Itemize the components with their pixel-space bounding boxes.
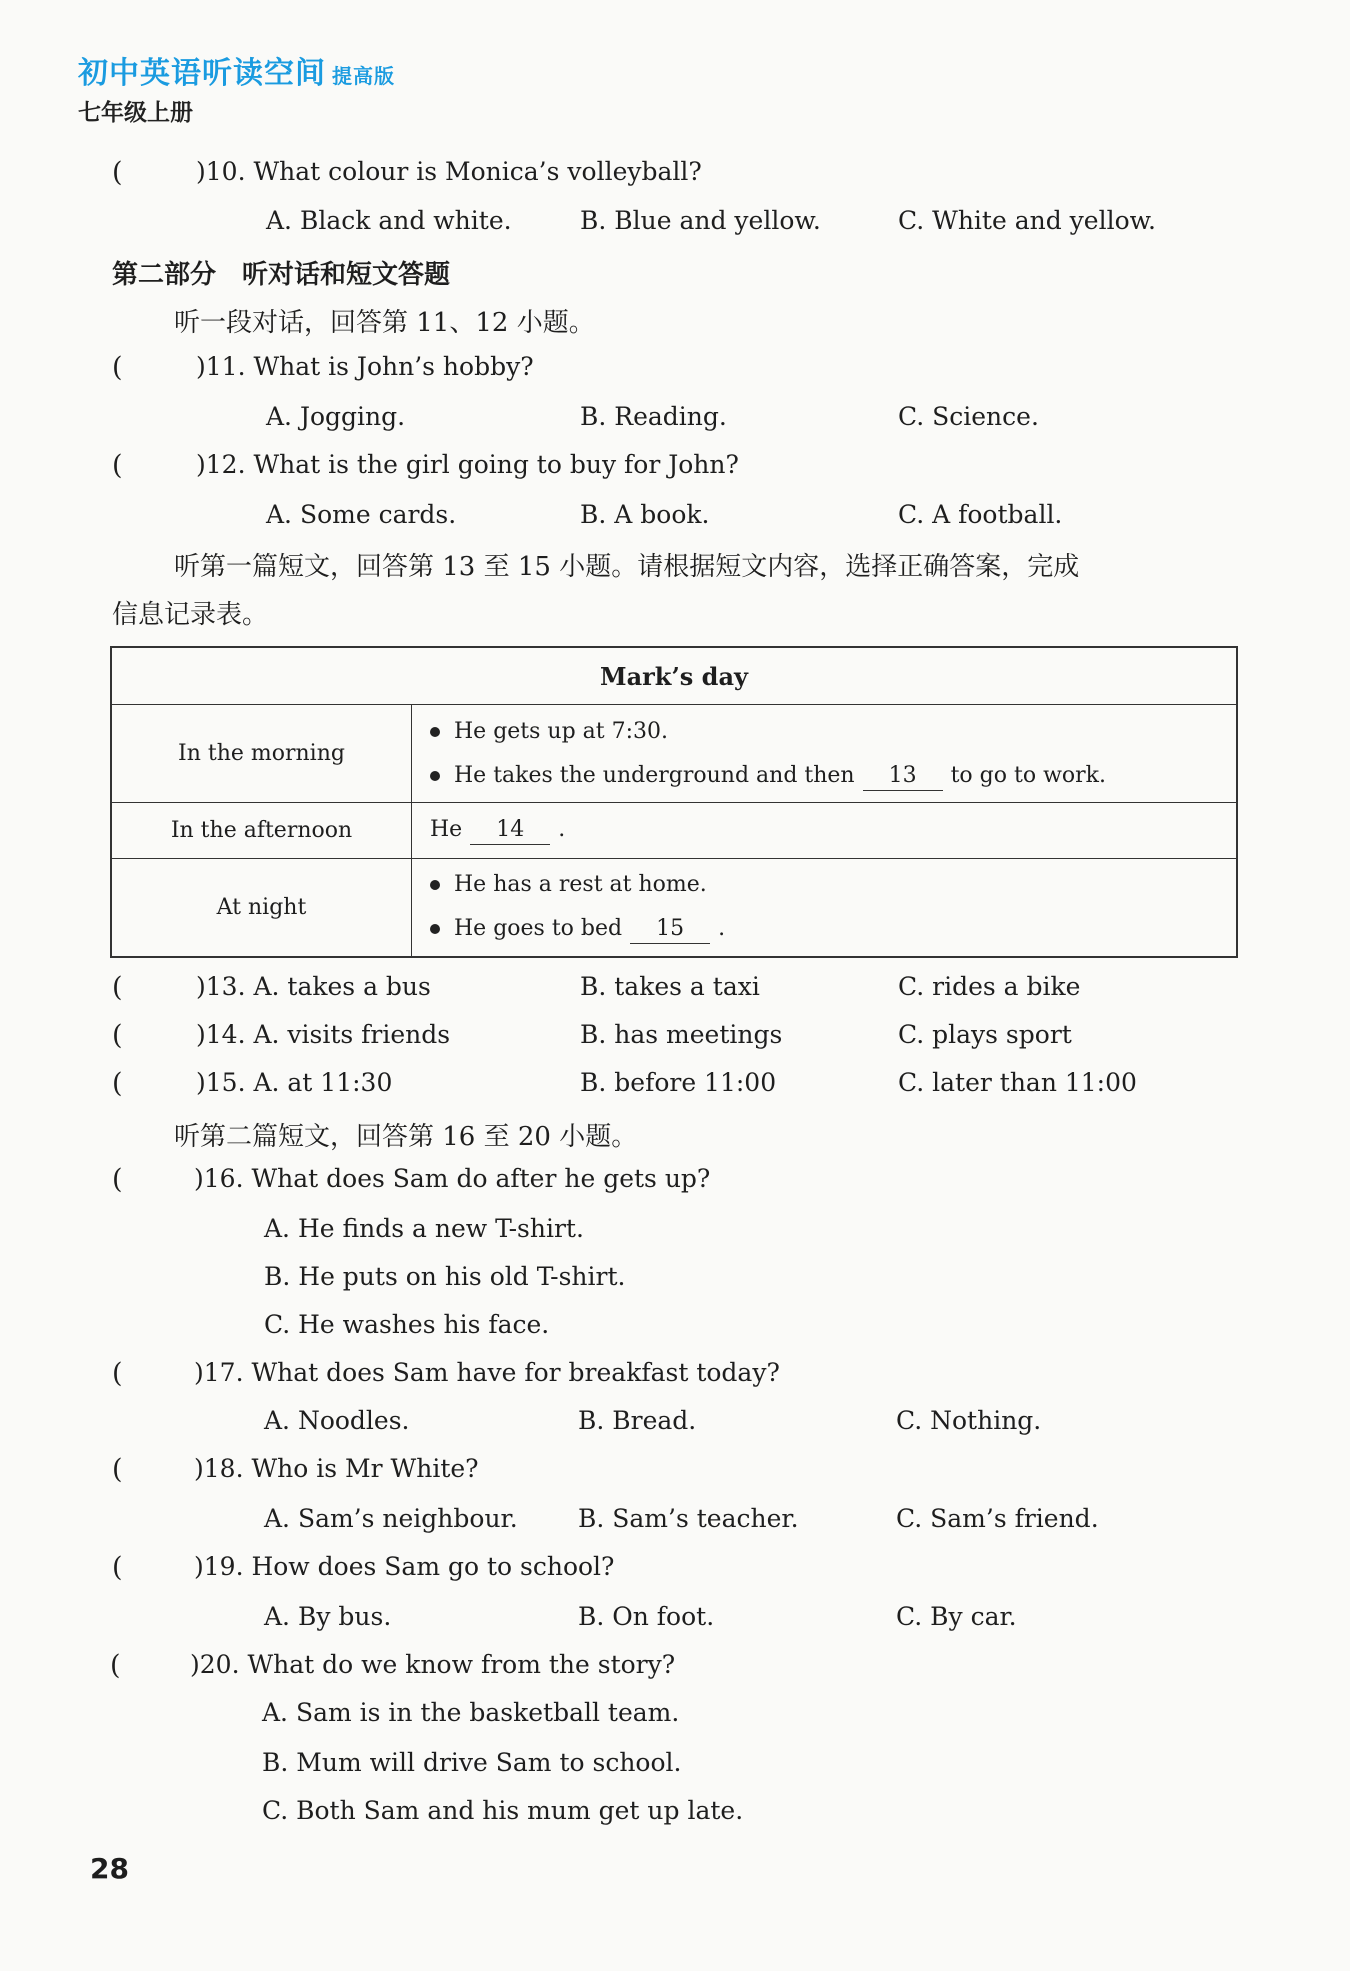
- table-row-label-night: At night: [111, 859, 412, 957]
- question-15-option-b: B. before 11:00: [580, 1068, 777, 1097]
- question-18-option-a: A. Sam’s neighbour.: [264, 1504, 518, 1533]
- question-12-option-a: A. Some cards.: [266, 500, 457, 529]
- question-19-option-b: B. On foot.: [578, 1602, 715, 1631]
- table-row-content-afternoon: [412, 803, 1238, 859]
- question-18-option-c: C. Sam’s friend.: [896, 1504, 1099, 1533]
- answer-bracket-11[interactable]: (: [112, 352, 123, 383]
- section-title-part2: 第二部分 听对话和短文答题: [112, 260, 451, 290]
- question-14-option-c: C. plays sport: [898, 1020, 1072, 1049]
- table-bullet-line: [430, 754, 1235, 798]
- answer-bracket-18[interactable]: (: [112, 1454, 123, 1485]
- bullet-dot: [430, 727, 440, 737]
- instruction-16-20: 听第二篇短文，回答第 16 至 20 小题。: [174, 1122, 638, 1152]
- question-16-option-a: A. He finds a new T-shirt.: [264, 1214, 584, 1243]
- question-18-stem: )18. Who is Mr White?: [194, 1454, 479, 1483]
- bullet-dot: [430, 771, 440, 781]
- blank-15[interactable]: 15: [630, 915, 710, 944]
- question-13-option-b: B. takes a taxi: [580, 972, 760, 1001]
- table-title: Mark’s day: [111, 647, 1237, 705]
- info-record-table: [110, 646, 1238, 958]
- table-bullet-line: [430, 907, 1235, 951]
- night-line2-post: .: [718, 916, 726, 942]
- question-20-option-b: B. Mum will drive Sam to school.: [262, 1748, 682, 1777]
- question-19-option-a: A. By bus.: [264, 1602, 392, 1631]
- table-row-label-afternoon: In the afternoon: [111, 803, 412, 859]
- morning-line1: He gets up at 7:30.: [454, 718, 669, 744]
- answer-bracket-10[interactable]: (: [112, 157, 123, 188]
- question-13-option-c: C. rides a bike: [898, 972, 1081, 1001]
- bullet-dot: [430, 880, 440, 890]
- morning-line2-pre: He takes the underground and then: [454, 762, 855, 788]
- answer-bracket-12[interactable]: (: [112, 450, 123, 481]
- question-16-option-c: C. He washes his face.: [264, 1310, 550, 1339]
- answer-bracket-15[interactable]: (: [112, 1068, 123, 1099]
- question-16-stem: )16. What does Sam do after he gets up?: [194, 1164, 711, 1193]
- bullet-dot: [430, 924, 440, 934]
- table-bullet-line: [430, 710, 1235, 754]
- night-line2-pre: He goes to bed: [454, 916, 623, 942]
- question-14-option-a: )14. A. visits friends: [196, 1020, 451, 1049]
- table-row-content-morning: [412, 705, 1238, 803]
- instruction-13-15-line2: 信息记录表。: [112, 600, 269, 630]
- afternoon-line-post: .: [558, 817, 566, 842]
- question-14-option-b: B. has meetings: [580, 1020, 783, 1049]
- answer-bracket-13[interactable]: (: [112, 972, 123, 1003]
- answer-bracket-20[interactable]: (: [110, 1650, 121, 1681]
- instruction-13-15-line1: 听第一篇短文，回答第 13 至 15 小题。请根据短文内容，选择正确答案，完成: [174, 552, 1080, 582]
- question-17-option-a: A. Noodles.: [264, 1406, 410, 1435]
- table-bullet-line: [430, 863, 1235, 907]
- question-10-option-a: A. Black and white.: [266, 206, 512, 235]
- question-11-stem: )11. What is John’s hobby?: [196, 352, 534, 381]
- question-17-option-c: C. Nothing.: [896, 1406, 1042, 1435]
- table-row-content-night: [412, 859, 1238, 957]
- question-10-stem: )10. What colour is Monica’s volleyball?: [196, 157, 702, 186]
- answer-bracket-14[interactable]: (: [112, 1020, 123, 1051]
- question-12-option-b: B. A book.: [580, 500, 710, 529]
- question-20-option-c: C. Both Sam and his mum get up late.: [262, 1796, 744, 1825]
- question-15-option-a: )15. A. at 11:30: [196, 1068, 393, 1097]
- question-11-option-a: A. Jogging.: [266, 402, 406, 431]
- book-title-text: 初中英语听读空间: [78, 56, 326, 91]
- question-12-option-c: C. A football.: [898, 500, 1063, 529]
- question-17-stem: )17. What does Sam have for breakfast today?: [194, 1358, 780, 1387]
- question-11-option-b: B. Reading.: [580, 402, 727, 431]
- book-subtitle: 七年级上册: [78, 100, 193, 126]
- night-line1: He has a rest at home.: [454, 872, 707, 898]
- question-15-option-c: C. later than 11:00: [898, 1068, 1137, 1097]
- instruction-11-12: 听一段对话，回答第 11、12 小题。: [174, 308, 595, 338]
- question-12-stem: )12. What is the girl going to buy for John?: [196, 450, 739, 479]
- question-13-option-a: )13. A. takes a bus: [196, 972, 431, 1001]
- question-19-stem: )19. How does Sam go to school?: [194, 1552, 615, 1581]
- question-20-option-a: A. Sam is in the basketball team.: [262, 1698, 680, 1727]
- afternoon-line-pre: He: [430, 817, 463, 842]
- answer-bracket-17[interactable]: (: [112, 1358, 123, 1389]
- morning-line2-post: to go to work.: [950, 762, 1106, 788]
- book-edition: 提高版: [332, 64, 395, 88]
- blank-13[interactable]: 13: [863, 762, 943, 791]
- table-row-label-morning: In the morning: [111, 705, 412, 803]
- question-11-option-c: C. Science.: [898, 402, 1039, 431]
- blank-14[interactable]: 14: [470, 816, 550, 845]
- question-16-option-b: B. He puts on his old T-shirt.: [264, 1262, 626, 1291]
- question-10-option-c: C. White and yellow.: [898, 206, 1157, 235]
- book-title: [78, 48, 395, 92]
- question-17-option-b: B. Bread.: [578, 1406, 697, 1435]
- answer-bracket-19[interactable]: (: [112, 1552, 123, 1583]
- question-10-option-b: B. Blue and yellow.: [580, 206, 821, 235]
- answer-bracket-16[interactable]: (: [112, 1164, 123, 1195]
- page-number: 28: [90, 1852, 129, 1885]
- question-20-stem: )20. What do we know from the story?: [190, 1650, 676, 1679]
- question-18-option-b: B. Sam’s teacher.: [578, 1504, 799, 1533]
- question-19-option-c: C. By car.: [896, 1602, 1017, 1631]
